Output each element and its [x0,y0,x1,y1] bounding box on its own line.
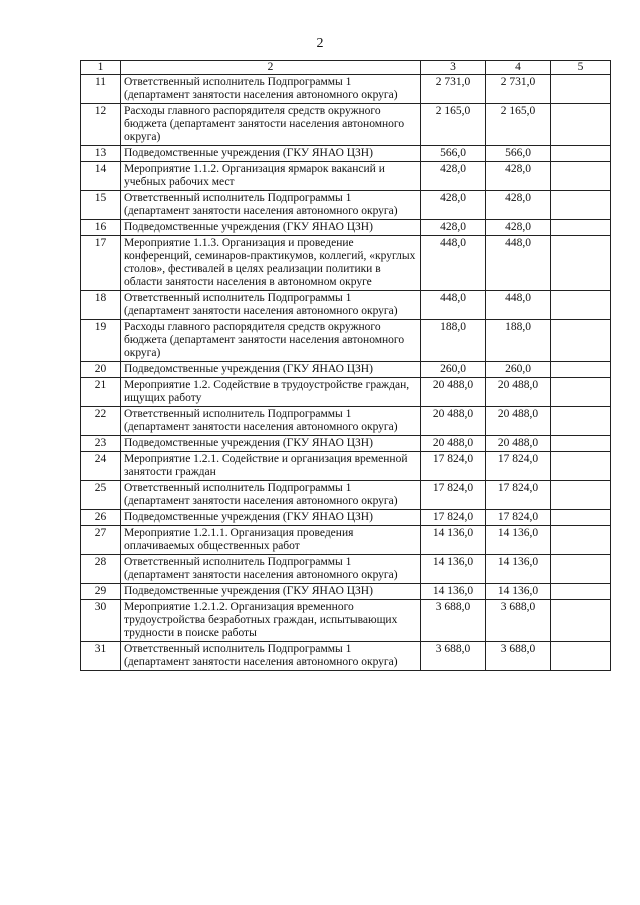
row-value-col-4: 17 824,0 [486,481,551,510]
budget-table [80,60,611,671]
table-row [81,452,611,481]
table-row [81,146,611,162]
row-number: 13 [81,146,121,162]
row-value-col-3: 14 136,0 [421,584,486,600]
row-description: Ответственный исполнитель Подпрограммы 1 (департамент занятости населения автономного округа) [121,555,421,584]
table-row [81,104,611,146]
table-row [81,642,611,671]
page-number: 2 [316,36,324,51]
row-description: Мероприятие 1.2.1.2. Организация временного трудоустройства безработных граждан, испытывающих трудности в поиске работы [121,600,421,642]
row-description: Расходы главного распорядителя средств окружного бюджета (департамент занятости населения автономного округа) [121,104,421,146]
row-value-col-5 [551,236,611,291]
row-description: Мероприятие 1.1.3. Организация и проведение конференций, семинаров-практикумов, коллегий, «круглых столов», фестивалей в целях реализации политики в области занятости населения в автономном округе [121,236,421,291]
row-value-col-3: 448,0 [421,291,486,320]
row-value-col-4: 3 688,0 [486,600,551,642]
row-number: 22 [81,407,121,436]
row-number: 16 [81,220,121,236]
row-value-col-4: 448,0 [486,236,551,291]
row-value-col-5 [551,291,611,320]
row-value-col-4: 14 136,0 [486,526,551,555]
row-number: 21 [81,378,121,407]
row-value-col-5 [551,162,611,191]
table-row [81,526,611,555]
header-col-3: 3 [421,61,486,75]
row-description: Подведомственные учреждения (ГКУ ЯНАО ЦЗН) [121,220,421,236]
table-row [81,362,611,378]
row-number: 27 [81,526,121,555]
row-number: 20 [81,362,121,378]
row-value-col-4: 428,0 [486,220,551,236]
row-value-col-5 [551,320,611,362]
row-number: 15 [81,191,121,220]
row-value-col-3: 188,0 [421,320,486,362]
row-value-col-5 [551,452,611,481]
table-row [81,378,611,407]
table-row [81,510,611,526]
row-number: 25 [81,481,121,510]
row-value-col-4: 428,0 [486,191,551,220]
table-row [81,555,611,584]
row-value-col-3: 3 688,0 [421,600,486,642]
row-number: 23 [81,436,121,452]
table-row [81,220,611,236]
table-row [81,436,611,452]
row-number: 19 [81,320,121,362]
row-value-col-4: 20 488,0 [486,407,551,436]
row-value-col-3: 566,0 [421,146,486,162]
row-value-col-3: 428,0 [421,162,486,191]
row-value-col-5 [551,220,611,236]
row-value-col-4: 14 136,0 [486,555,551,584]
row-description: Подведомственные учреждения (ГКУ ЯНАО ЦЗН) [121,146,421,162]
row-value-col-3: 2 731,0 [421,75,486,104]
row-description: Ответственный исполнитель Подпрограммы 1 (департамент занятости населения автономного округа) [121,407,421,436]
row-number: 24 [81,452,121,481]
row-value-col-3: 428,0 [421,220,486,236]
row-value-col-3: 20 488,0 [421,378,486,407]
row-number: 30 [81,600,121,642]
row-description: Подведомственные учреждения (ГКУ ЯНАО ЦЗН) [121,510,421,526]
row-value-col-3: 20 488,0 [421,436,486,452]
row-description: Ответственный исполнитель Подпрограммы 1 (департамент занятости населения автономного округа) [121,291,421,320]
row-value-col-3: 2 165,0 [421,104,486,146]
table-row [81,75,611,104]
row-value-col-4: 2 731,0 [486,75,551,104]
row-value-col-5 [551,510,611,526]
row-value-col-5 [551,642,611,671]
table-row [81,320,611,362]
row-description: Мероприятие 1.2.1.1. Организация проведения оплачиваемых общественных работ [121,526,421,555]
row-value-col-5 [551,555,611,584]
row-value-col-4: 428,0 [486,162,551,191]
header-col-1: 1 [81,61,121,75]
row-value-col-3: 260,0 [421,362,486,378]
row-value-col-5 [551,526,611,555]
row-value-col-4: 17 824,0 [486,510,551,526]
row-number: 29 [81,584,121,600]
row-description: Расходы главного распорядителя средств окружного бюджета (департамент занятости населения автономного округа) [121,320,421,362]
table-row [81,407,611,436]
row-description: Ответственный исполнитель Подпрограммы 1 (департамент занятости населения автономного округа) [121,481,421,510]
row-description: Мероприятие 1.2.1. Содействие и организация временной занятости граждан [121,452,421,481]
table-row [81,481,611,510]
row-value-col-5 [551,600,611,642]
row-description: Мероприятие 1.2. Содействие в трудоустройстве граждан, ищущих работу [121,378,421,407]
row-value-col-4: 20 488,0 [486,378,551,407]
row-description: Ответственный исполнитель Подпрограммы 1 (департамент занятости населения автономного округа) [121,75,421,104]
row-value-col-4: 14 136,0 [486,584,551,600]
table-row [81,291,611,320]
row-value-col-5 [551,362,611,378]
row-description: Ответственный исполнитель Подпрограммы 1 (департамент занятости населения автономного округа) [121,642,421,671]
row-value-col-4: 17 824,0 [486,452,551,481]
row-value-col-3: 17 824,0 [421,510,486,526]
row-value-col-5 [551,191,611,220]
row-number: 26 [81,510,121,526]
row-value-col-5 [551,436,611,452]
row-value-col-5 [551,481,611,510]
row-value-col-5 [551,75,611,104]
row-number: 14 [81,162,121,191]
row-value-col-3: 20 488,0 [421,407,486,436]
row-value-col-3: 14 136,0 [421,526,486,555]
row-number: 11 [81,75,121,104]
table-row [81,162,611,191]
row-value-col-4: 566,0 [486,146,551,162]
table-row [81,236,611,291]
row-value-col-4: 448,0 [486,291,551,320]
header-col-5: 5 [551,61,611,75]
row-value-col-3: 14 136,0 [421,555,486,584]
row-value-col-5 [551,378,611,407]
row-value-col-4: 260,0 [486,362,551,378]
row-value-col-3: 428,0 [421,191,486,220]
row-value-col-5 [551,146,611,162]
row-value-col-3: 448,0 [421,236,486,291]
table-header-row [81,61,611,75]
table-row [81,191,611,220]
row-description: Мероприятие 1.1.2. Организация ярмарок вакансий и учебных рабочих мест [121,162,421,191]
row-description: Подведомственные учреждения (ГКУ ЯНАО ЦЗН) [121,362,421,378]
row-number: 31 [81,642,121,671]
row-number: 12 [81,104,121,146]
row-description: Подведомственные учреждения (ГКУ ЯНАО ЦЗН) [121,584,421,600]
row-value-col-5 [551,584,611,600]
row-value-col-3: 3 688,0 [421,642,486,671]
row-value-col-4: 20 488,0 [486,436,551,452]
header-col-4: 4 [486,61,551,75]
row-number: 28 [81,555,121,584]
row-value-col-3: 17 824,0 [421,452,486,481]
table-row [81,600,611,642]
row-value-col-5 [551,104,611,146]
row-number: 17 [81,236,121,291]
header-col-2: 2 [121,61,421,75]
row-value-col-3: 17 824,0 [421,481,486,510]
row-value-col-4: 2 165,0 [486,104,551,146]
row-description: Ответственный исполнитель Подпрограммы 1 (департамент занятости населения автономного округа) [121,191,421,220]
table-row [81,584,611,600]
row-description: Подведомственные учреждения (ГКУ ЯНАО ЦЗН) [121,436,421,452]
row-value-col-4: 3 688,0 [486,642,551,671]
row-value-col-5 [551,407,611,436]
row-number: 18 [81,291,121,320]
row-value-col-4: 188,0 [486,320,551,362]
